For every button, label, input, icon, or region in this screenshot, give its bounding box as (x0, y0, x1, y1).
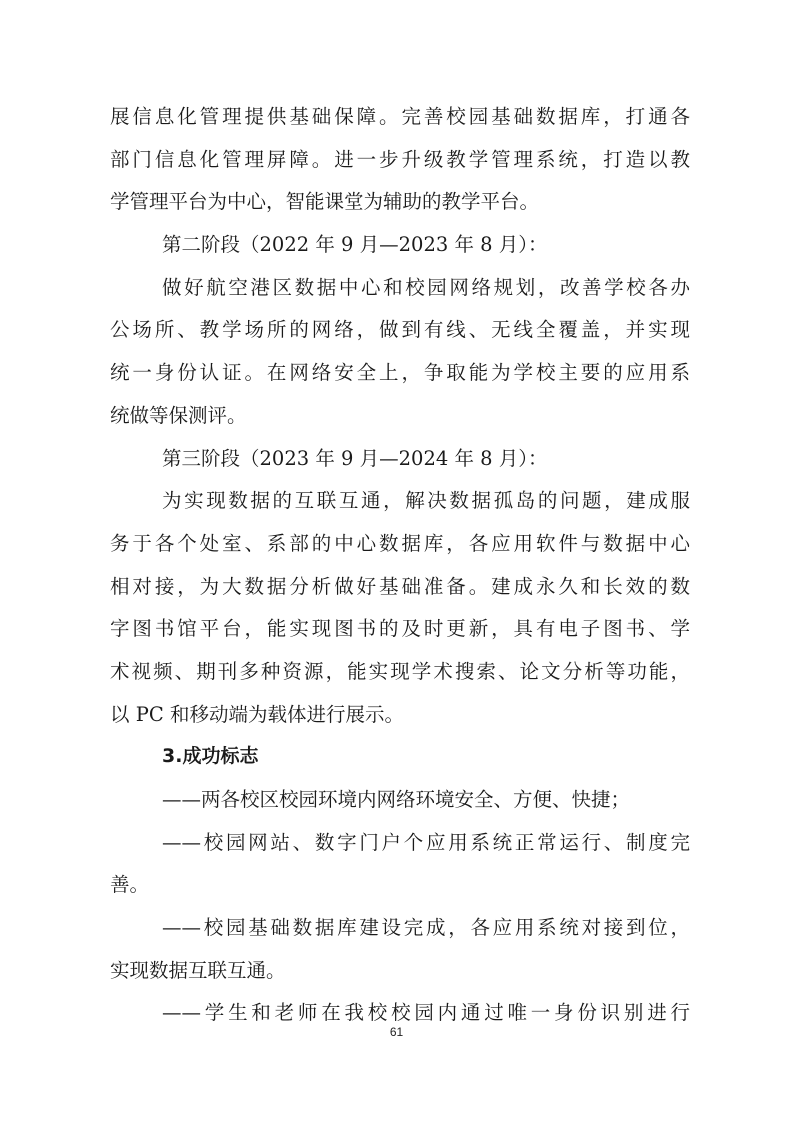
body-line: 展信息化管理提供基础保障。完善校园基础数据库，打通各 (110, 105, 690, 128)
success-criterion: ——学生和老师在我校校园内通过唯一身份识别进行 (162, 1001, 690, 1025)
body-line: 做好航空港区数据中心和校园网络规划，改善学校各办 (162, 275, 690, 299)
body-line: 为实现数据的互联互通，解决数据孤岛的问题，建成服 (162, 489, 690, 513)
body-line: 统做等保测评。 (110, 403, 247, 427)
phase-two-heading: 第二阶段（2022 年 9 月—2023 年 8 月）： (162, 233, 548, 257)
section-heading: 3.成功标志 (162, 745, 259, 768)
page-number: 61 (389, 1025, 404, 1039)
body-line: 善。 (110, 873, 150, 897)
body-line: 实现数据互联互通。 (110, 958, 286, 982)
body-line: 以 PC 和移动端为载体进行展示。 (110, 702, 404, 726)
body-line: 公场所、教学场所的网络，做到有线、无线全覆盖，并实现 (110, 318, 690, 342)
document-body (110, 98, 690, 1037)
body-line: 统一身份认证。在网络安全上，争取能为学校主要的应用系 (110, 361, 690, 385)
body-line: 务于各个处室、系部的中心数据库，各应用软件与数据中心 (110, 531, 690, 555)
success-criterion: ——两各校区校园环境内网络环境安全、方便、快捷； (162, 788, 631, 811)
success-criterion: ——校园基础数据库建设完成，各应用系统对接到位， (162, 916, 690, 940)
body-line: 字图书馆平台，能实现图书的及时更新，具有电子图书、学 (110, 617, 690, 641)
body-line: 部门信息化管理屏障。进一步升级教学管理系统，打造以教 (110, 147, 690, 171)
phase-three-heading: 第三阶段（2023 年 9 月—2024 年 8 月）： (162, 446, 548, 470)
body-line: 学管理平台为中心，智能课堂为辅助的教学平台。 (110, 190, 540, 214)
success-criterion: ——校园网站、数字门户个应用系统正常运行、制度完 (162, 830, 690, 854)
body-line: 术视频、期刊多种资源，能实现学术搜索、论文分析等功能， (110, 659, 690, 683)
body-line: 相对接，为大数据分析做好基础准备。建成永久和长效的数 (110, 574, 690, 598)
